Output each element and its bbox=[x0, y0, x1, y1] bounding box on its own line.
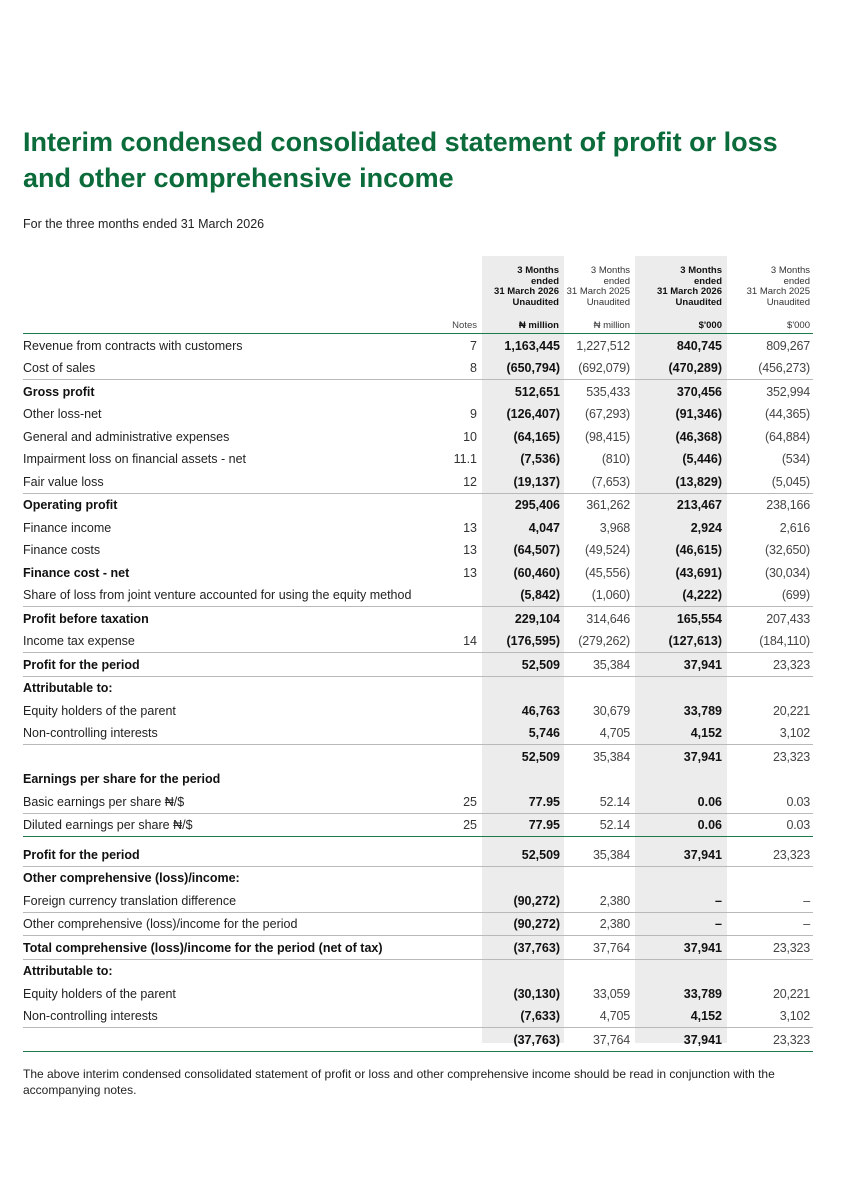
value-usd-2026: 2,924 bbox=[690, 521, 722, 535]
unit-usd-2025: $'000 bbox=[787, 320, 810, 331]
column-header-naira-2025: 3 Months ended 31 March 2025 Unaudited bbox=[566, 265, 630, 308]
column-header-usd-2025: 3 Months ended 31 March 2025 Unaudited bbox=[746, 265, 810, 308]
value-naira-2026: (126,407) bbox=[506, 407, 560, 421]
row-note: 10 bbox=[463, 430, 477, 444]
value-naira-2026: 295,406 bbox=[514, 498, 560, 512]
period-subtitle: For the three months ended 31 March 2026 bbox=[23, 217, 265, 231]
value-naira-2025: (810) bbox=[601, 452, 630, 466]
value-usd-2025: (64,884) bbox=[765, 430, 810, 444]
value-usd-2026: 4,152 bbox=[690, 1009, 722, 1023]
value-usd-2026: (46,615) bbox=[675, 543, 722, 557]
unit-naira-2025: ₦ million bbox=[593, 320, 630, 331]
value-usd-2026: 0.06 bbox=[697, 818, 722, 832]
value-usd-2025: 23,323 bbox=[772, 848, 810, 862]
value-naira-2026: (90,272) bbox=[513, 894, 560, 908]
row-label: Attributable to: bbox=[23, 681, 113, 695]
row-label: Cost of sales bbox=[23, 361, 96, 375]
table-row bbox=[23, 630, 813, 652]
value-usd-2025: (5,045) bbox=[771, 475, 810, 489]
value-naira-2025: 35,384 bbox=[592, 848, 630, 862]
row-label: Profit before taxation bbox=[23, 612, 149, 626]
value-usd-2026: (470,289) bbox=[668, 361, 722, 375]
value-naira-2026: (37,763) bbox=[513, 941, 560, 955]
notes-column-header: Notes bbox=[452, 320, 477, 331]
value-usd-2025: 3,102 bbox=[779, 1009, 810, 1023]
row-note: 8 bbox=[470, 361, 477, 375]
table-row bbox=[23, 403, 813, 425]
value-naira-2025: 361,262 bbox=[586, 498, 630, 512]
value-naira-2025: (67,293) bbox=[585, 407, 630, 421]
value-usd-2026: 37,941 bbox=[683, 658, 722, 672]
row-label: Revenue from contracts with customers bbox=[23, 339, 243, 353]
row-label: Finance costs bbox=[23, 543, 101, 557]
row-label: Other loss-net bbox=[23, 407, 102, 421]
value-naira-2025: (279,262) bbox=[578, 634, 630, 648]
value-naira-2026: (37,763) bbox=[513, 1033, 560, 1047]
value-naira-2026: 52,509 bbox=[521, 750, 560, 764]
value-naira-2025: (692,079) bbox=[578, 361, 630, 375]
row-label: Gross profit bbox=[23, 385, 95, 399]
row-label: Attributable to: bbox=[23, 964, 113, 978]
table-row bbox=[23, 606, 813, 630]
value-usd-2025: 23,323 bbox=[772, 1033, 810, 1047]
table-row bbox=[23, 813, 813, 836]
value-naira-2026: (30,130) bbox=[513, 987, 560, 1001]
value-naira-2025: 37,764 bbox=[592, 1033, 630, 1047]
table-row bbox=[23, 539, 813, 561]
row-note: 13 bbox=[463, 566, 477, 580]
table-row bbox=[23, 1027, 813, 1051]
row-label: Profit for the period bbox=[23, 658, 140, 672]
value-naira-2026: 229,104 bbox=[514, 612, 560, 626]
table-row bbox=[23, 982, 813, 1005]
table-row bbox=[23, 744, 813, 768]
table-row bbox=[23, 470, 813, 493]
value-usd-2025: 352,994 bbox=[766, 385, 810, 399]
value-usd-2025: (699) bbox=[781, 588, 810, 602]
value-naira-2026: 77.95 bbox=[528, 818, 560, 832]
value-naira-2025: 52.14 bbox=[599, 795, 630, 809]
unit-naira-2026: ₦ million bbox=[518, 320, 559, 331]
statement-table bbox=[23, 333, 813, 1052]
value-usd-2025: 20,221 bbox=[772, 704, 810, 718]
unit-usd-2026: $'000 bbox=[698, 320, 722, 331]
row-note: 12 bbox=[463, 475, 477, 489]
table-row bbox=[23, 889, 813, 912]
value-usd-2026: 370,456 bbox=[676, 385, 722, 399]
value-naira-2025: 3,968 bbox=[599, 521, 630, 535]
table-row bbox=[23, 768, 813, 790]
value-naira-2025: 52.14 bbox=[599, 818, 630, 832]
value-usd-2025: 0.03 bbox=[786, 795, 810, 809]
value-naira-2026: (176,595) bbox=[506, 634, 560, 648]
page-title: Interim condensed consolidated statement of profit or loss and other comprehensive income bbox=[23, 127, 778, 193]
value-usd-2025: 20,221 bbox=[772, 987, 810, 1001]
value-naira-2026: 4,047 bbox=[528, 521, 560, 535]
table-row bbox=[23, 676, 813, 699]
table-row bbox=[23, 357, 813, 379]
value-usd-2025: 0.03 bbox=[786, 818, 810, 832]
row-label: Operating profit bbox=[23, 498, 118, 512]
table-row bbox=[23, 448, 813, 470]
value-naira-2025: 4,705 bbox=[599, 726, 630, 740]
value-usd-2026: 37,941 bbox=[683, 941, 722, 955]
value-naira-2025: (1,060) bbox=[591, 588, 630, 602]
row-label: Profit for the period bbox=[23, 848, 140, 862]
value-usd-2026: 33,789 bbox=[683, 987, 722, 1001]
column-header-naira-2026: 3 Months ended 31 March 2026 Unaudited bbox=[494, 265, 559, 308]
table-row bbox=[23, 790, 813, 813]
value-usd-2025: 23,323 bbox=[772, 750, 810, 764]
table-row bbox=[23, 699, 813, 722]
row-label: Foreign currency translation difference bbox=[23, 894, 237, 908]
row-label: Basic earnings per share ₦/$ bbox=[23, 795, 185, 809]
value-usd-2025: 23,323 bbox=[772, 941, 810, 955]
value-usd-2026: 165,554 bbox=[676, 612, 722, 626]
table-row bbox=[23, 652, 813, 676]
value-naira-2026: 52,509 bbox=[521, 658, 560, 672]
value-usd-2025: (184,110) bbox=[759, 634, 810, 648]
value-usd-2026: (4,222) bbox=[682, 588, 722, 602]
row-note: 13 bbox=[463, 521, 477, 535]
value-naira-2025: (7,653) bbox=[591, 475, 630, 489]
table-row bbox=[23, 379, 813, 403]
value-naira-2026: 52,509 bbox=[521, 848, 560, 862]
value-usd-2026: (43,691) bbox=[675, 566, 722, 580]
value-usd-2026: 37,941 bbox=[683, 1033, 722, 1047]
table-row bbox=[23, 959, 813, 982]
value-naira-2025: 30,679 bbox=[592, 704, 630, 718]
value-naira-2026: 1,163,445 bbox=[504, 339, 560, 353]
row-label: Total comprehensive (loss)/income for the period (net of tax) bbox=[23, 941, 383, 955]
table-row bbox=[23, 516, 813, 539]
value-usd-2025: (30,034) bbox=[765, 566, 810, 580]
value-naira-2025: 1,227,512 bbox=[576, 339, 630, 353]
value-usd-2026: 0.06 bbox=[697, 795, 722, 809]
table-row bbox=[23, 425, 813, 448]
value-naira-2025: 35,384 bbox=[592, 658, 630, 672]
row-label: Non-controlling interests bbox=[23, 726, 158, 740]
table-bottom-rule bbox=[23, 1051, 813, 1052]
row-label: Diluted earnings per share ₦/$ bbox=[23, 818, 193, 832]
value-usd-2025: 2,616 bbox=[779, 521, 810, 535]
row-label: Equity holders of the parent bbox=[23, 987, 176, 1001]
value-naira-2025: 2,380 bbox=[599, 917, 630, 931]
table-row bbox=[23, 912, 813, 935]
table-row bbox=[23, 866, 813, 889]
row-note: 25 bbox=[463, 818, 477, 832]
value-usd-2025: 238,166 bbox=[766, 498, 810, 512]
row-label: General and administrative expenses bbox=[23, 430, 230, 444]
value-naira-2026: (7,536) bbox=[520, 452, 560, 466]
value-usd-2025: (534) bbox=[781, 452, 810, 466]
row-label: Other comprehensive (loss)/income for the period bbox=[23, 917, 298, 931]
row-note: 25 bbox=[463, 795, 477, 809]
value-usd-2026: – bbox=[715, 917, 722, 931]
value-naira-2025: 37,764 bbox=[592, 941, 630, 955]
row-label: Other comprehensive (loss)/income: bbox=[23, 871, 240, 885]
value-usd-2026: 840,745 bbox=[676, 339, 722, 353]
value-usd-2025: 23,323 bbox=[772, 658, 810, 672]
value-naira-2026: (90,272) bbox=[513, 917, 560, 931]
value-usd-2026: (127,613) bbox=[668, 634, 722, 648]
value-usd-2025: – bbox=[803, 894, 810, 908]
value-usd-2026: (91,346) bbox=[675, 407, 722, 421]
value-naira-2026: (64,507) bbox=[513, 543, 560, 557]
value-naira-2026: 5,746 bbox=[528, 726, 560, 740]
value-naira-2025: (45,556) bbox=[585, 566, 630, 580]
value-usd-2026: 33,789 bbox=[683, 704, 722, 718]
value-naira-2025: (98,415) bbox=[585, 430, 630, 444]
row-label: Finance cost - net bbox=[23, 566, 130, 580]
row-label: Share of loss from joint venture accounted for using the equity method bbox=[23, 588, 412, 602]
value-usd-2025: – bbox=[803, 917, 810, 931]
table-row bbox=[23, 1005, 813, 1027]
row-note: 13 bbox=[463, 543, 477, 557]
row-note: 11.1 bbox=[453, 452, 477, 466]
row-label: Impairment loss on financial assets - net bbox=[23, 452, 247, 466]
value-usd-2026: (5,446) bbox=[682, 452, 722, 466]
value-naira-2025: 535,433 bbox=[586, 385, 630, 399]
row-note: 7 bbox=[470, 339, 477, 353]
value-usd-2025: (44,365) bbox=[765, 407, 810, 421]
value-usd-2026: 37,941 bbox=[683, 750, 722, 764]
value-naira-2025: 33,059 bbox=[592, 987, 630, 1001]
value-usd-2026: 4,152 bbox=[690, 726, 722, 740]
value-usd-2025: 3,102 bbox=[779, 726, 810, 740]
value-usd-2026: – bbox=[715, 894, 722, 908]
value-naira-2025: 35,384 bbox=[592, 750, 630, 764]
value-naira-2026: (650,794) bbox=[506, 361, 560, 375]
footnote: The above interim condensed consolidated statement of profit or loss and other comprehensive income should be read in conjunction with the accompanying notes. bbox=[23, 1067, 775, 1097]
value-usd-2026: (13,829) bbox=[675, 475, 722, 489]
value-naira-2026: (7,633) bbox=[520, 1009, 560, 1023]
row-label: Earnings per share for the period bbox=[23, 772, 221, 786]
value-usd-2025: (456,273) bbox=[758, 361, 810, 375]
row-label: Non-controlling interests bbox=[23, 1009, 158, 1023]
row-note: 14 bbox=[463, 634, 477, 648]
value-usd-2025: 809,267 bbox=[766, 339, 810, 353]
table-row bbox=[23, 493, 813, 516]
table-row bbox=[23, 333, 813, 357]
value-naira-2026: 46,763 bbox=[521, 704, 560, 718]
value-naira-2026: 512,651 bbox=[514, 385, 560, 399]
value-naira-2026: (5,842) bbox=[520, 588, 560, 602]
value-naira-2026: (19,137) bbox=[513, 475, 560, 489]
value-naira-2025: (49,524) bbox=[585, 543, 630, 557]
value-usd-2025: 207,433 bbox=[766, 612, 810, 626]
value-naira-2026: (60,460) bbox=[513, 566, 560, 580]
value-naira-2025: 4,705 bbox=[599, 1009, 630, 1023]
table-row bbox=[23, 935, 813, 959]
table-row bbox=[23, 836, 813, 866]
table-row bbox=[23, 722, 813, 744]
value-naira-2025: 314,646 bbox=[586, 612, 630, 626]
row-label: Income tax expense bbox=[23, 634, 135, 648]
column-header-usd-2026: 3 Months ended 31 March 2026 Unaudited bbox=[657, 265, 722, 308]
value-usd-2026: 37,941 bbox=[683, 848, 722, 862]
row-label: Equity holders of the parent bbox=[23, 704, 176, 718]
value-usd-2025: (32,650) bbox=[765, 543, 810, 557]
value-naira-2025: 2,380 bbox=[599, 894, 630, 908]
value-usd-2026: (46,368) bbox=[675, 430, 722, 444]
row-note: 9 bbox=[470, 407, 477, 421]
row-label: Fair value loss bbox=[23, 475, 104, 489]
table-row bbox=[23, 561, 813, 584]
value-naira-2026: 77.95 bbox=[528, 795, 560, 809]
row-label: Finance income bbox=[23, 521, 112, 535]
table-row bbox=[23, 584, 813, 606]
value-usd-2026: 213,467 bbox=[676, 498, 722, 512]
value-naira-2026: (64,165) bbox=[513, 430, 560, 444]
